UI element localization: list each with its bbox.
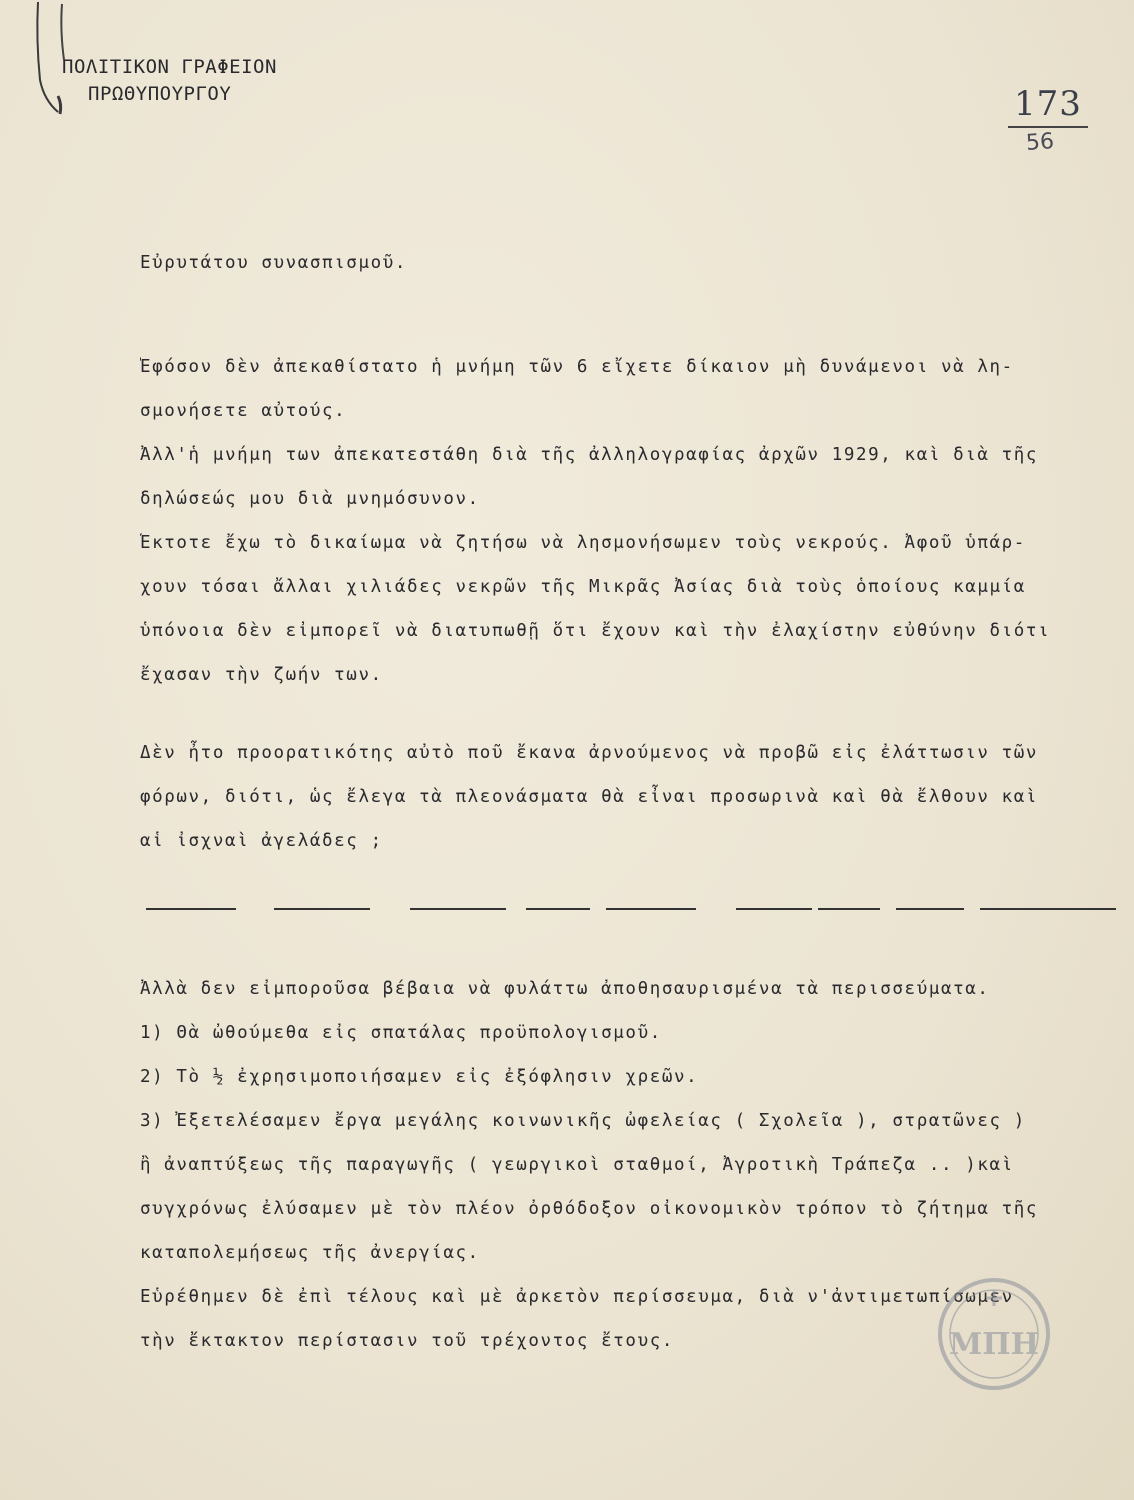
letterhead-office: ΠΟΛΙΤΙΚΟΝ ΓΡΑΦΕΙΟΝ [62,56,277,78]
separator-dash [818,908,880,910]
text-line: ἔχασαν τὴν ζωήν των. [140,665,383,685]
text-line: ὑπόνοια δὲν εἰμπορεῖ νὰ διατυπωθῇ ὅτι ἔχουν καὶ τὴν ἐλαχίστην εὐθύνην διότι [140,621,1051,641]
separator-dash [274,908,370,910]
text-line: δηλώσεώς μου διὰ μνημόσυνον. [140,489,480,509]
text-line: καταπολεμήσεως τῆς ἀνεργίας. [140,1243,480,1263]
text-line: φόρων, διότι, ὡς ἔλεγα τὰ πλεονάσματα θὰ εἶναι προσωρινὰ καὶ θὰ ἔλθουν καὶ [140,787,1039,807]
separator-dash [896,908,964,910]
separator-gap [140,872,1100,976]
stamp-letters: ΜΠΗ [949,1327,1039,1362]
text-line: Ἀλλ'ἡ μνήμη των ἀπεκατεστάθη διὰ τῆς ἀλληλογραφίας ἀρχῶν 1929, καὶ διὰ τῆς [140,445,1039,465]
paragraph-gap [140,706,1100,740]
text-line: Ἐφόσον δὲν ἀπεκαθίστατο ἡ μνήμη τῶν 6 εἴχετε δίκαιον μὴ δυνάμενοι νὰ λη- [140,357,1014,377]
text-line: συγχρόνως ἐλύσαμεν μὲ τὸν πλέον ὀρθόδοξον οἰκονομικὸν τρόπον τὸ ζήτημα τῆς [140,1199,1039,1219]
heading-line: Εὐρυτάτου συνασπισμοῦ. [140,253,407,273]
letterhead [62,54,277,108]
separator-dash [606,908,696,910]
separator-dash [410,908,506,910]
folio-sub: 56 [1025,129,1055,156]
separator-dash [526,908,590,910]
folio-number [1008,84,1088,155]
text-line: 1) Θὰ ὠθούμεθα εἰς σπατάλας προϋπολογισμοῦ. [140,1023,662,1043]
dashed-separator [146,905,1116,913]
separator-dash [980,908,1116,910]
text-line: Δὲν ἦτο προορατικότης αὐτὸ ποῦ ἔκανα ἀρνούμενος νὰ προβῶ εἰς ἐλάττωσιν τῶν [140,743,1039,763]
archive-stamp [936,1276,1052,1392]
text-line: αἱ ἰσχναὶ ἀγελάδες ; [140,831,383,851]
text-line: τὴν ἔκτακτον περίστασιν τοῦ τρέχοντος ἔτους. [140,1331,674,1351]
text-line: χουν τόσαι ἄλλαι χιλιάδες νεκρῶν τῆς Μικρᾶς Ἀσίας διὰ τοὺς ὁποίους καμμία [140,577,1026,597]
separator-dash [736,908,812,910]
text-line: 2) Τὸ ½ ἐχρησιμοποιήσαμεν εἰς ἐξόφλησιν χρεῶν. [140,1067,699,1087]
text-line: 3) Ἐξετελέσαμεν ἔργα μεγάλης κοινωνικῆς ὠφελείας ( Σχολεῖα ), στρατῶνες ) [140,1111,1026,1131]
text-line: Εὑρέθημεν δὲ ἐπὶ τέλους καὶ μὲ ἀρκετὸν περίσσευμα, διὰ ν'ἀντιμετωπίσωμεν [140,1287,1014,1307]
letter-body [140,250,1100,1372]
text-line: Ἔκτοτε ἔχω τὸ δικαίωμα νὰ ζητήσω νὰ λησμονήσωμεν τοὺς νεκρούς. Ἀφοῦ ὑπάρ- [140,533,1026,553]
text-line: ἢ ἀναπτύξεως τῆς παραγωγῆς ( γεωργικοὶ σταθμοί, Ἀγροτικὴ Τράπεζα .. )καὶ [140,1155,1014,1175]
letterhead-prime-minister: ΠΡΩΘΥΠΟΥΡΓΟΥ [88,83,232,105]
text-line: σμονήσετε αὐτούς. [140,401,347,421]
text-line: Ἀλλὰ δεν εἰμποροῦσα βέβαια νὰ φυλάττω ἀποθησαυρισμένα τὰ περισσεύματα. [140,979,990,999]
separator-dash [146,908,236,910]
folio-main: 173 [1014,84,1082,124]
